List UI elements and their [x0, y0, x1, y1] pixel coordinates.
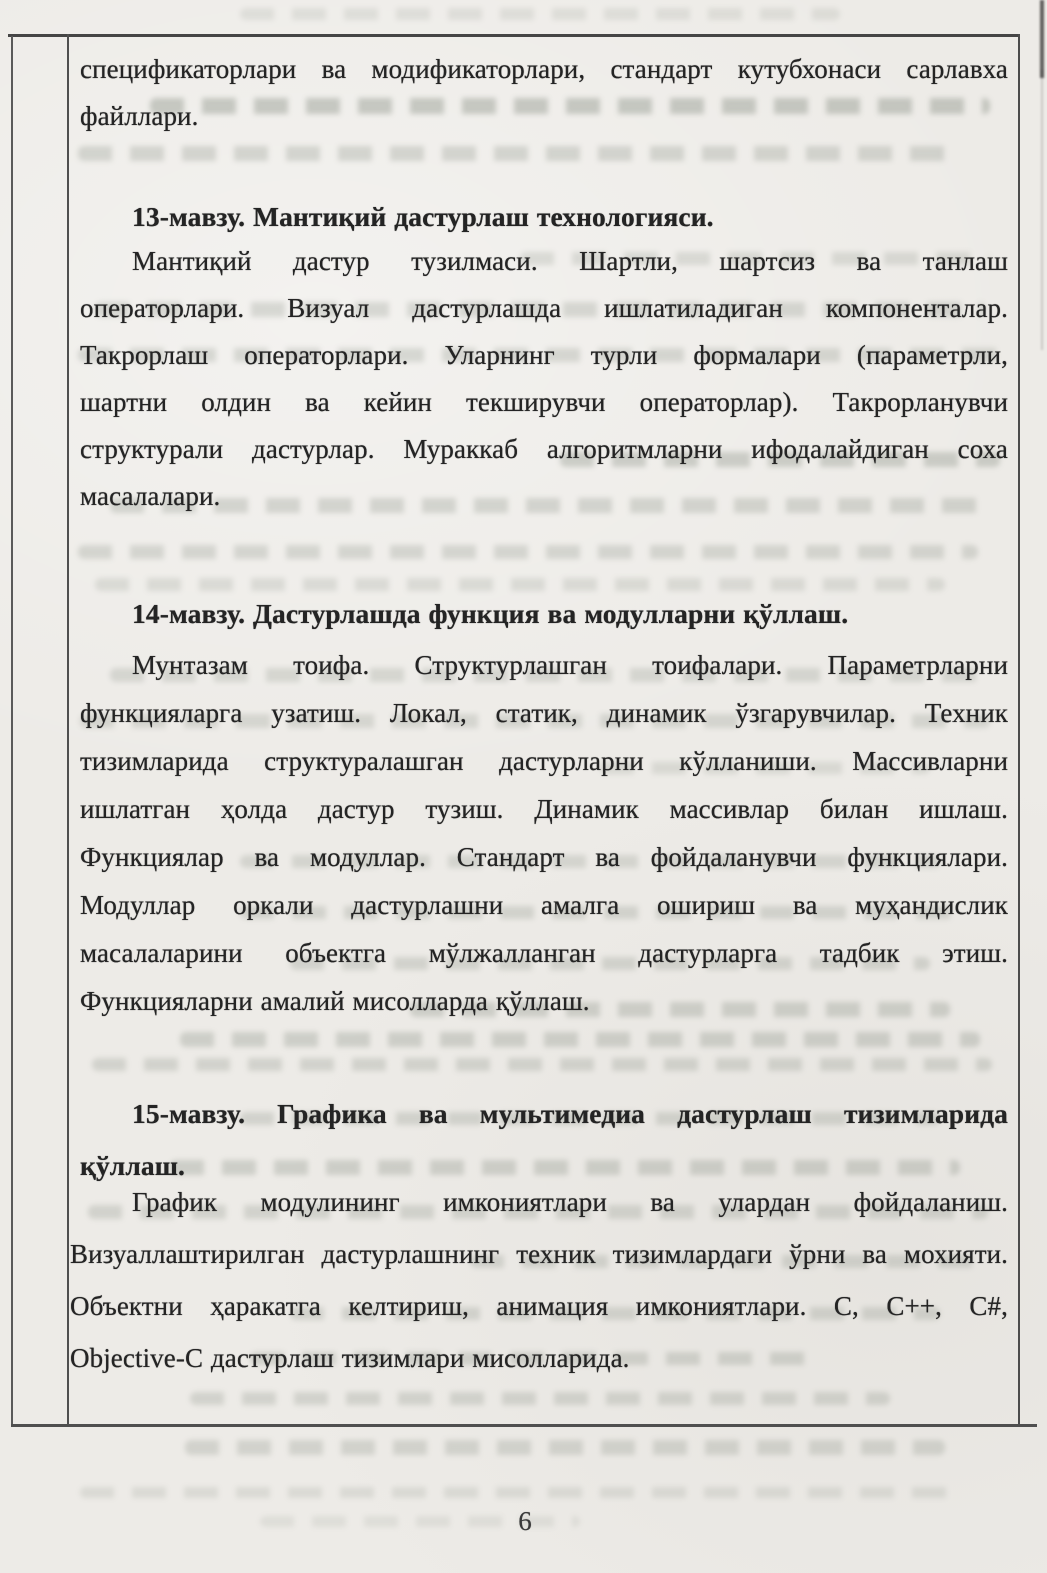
topic-13-heading: [80, 193, 1008, 240]
text-line: Функциялар ва модуллар. Стандарт ва фойдаланувчи функциялари.: [80, 842, 1008, 872]
scan-edge-artifact: [1040, 0, 1044, 78]
bleed-through-smudge: [185, 1440, 945, 1455]
continuation-paragraph: [80, 46, 1008, 140]
page-text-area: [70, 38, 1008, 1420]
text-line: масалалари.: [80, 481, 221, 511]
text-line: Мунтазам тоифа. Структурлашган тоифалари. Параметрларни: [132, 650, 1008, 680]
frame-border-outer-left: [11, 36, 13, 1426]
text-line: График модулининг имкониятлари ва улардан фойдаланиш.: [132, 1187, 1008, 1217]
text-line: Модуллар оркали дастурлашни амалга ошириш ва муҳандислик: [80, 890, 1008, 920]
text-line: 13-мавзу. Мантиқий дастурлаш технологияси.: [132, 201, 714, 232]
text-line: масалаларини объектга мўлжалланган дастурларга тадбик этиш.: [80, 938, 1008, 968]
text-line: Такрорлаш операторлари. Уларнинг турли формалари (параметрли,: [80, 340, 1008, 370]
text-line: тизимларида структуралашган дастурларни кўлланиши. Массивларни: [80, 746, 1008, 776]
text-line: функцияларга узатиш. Локал, статик, динамик ўзгарувчилар. Техник: [80, 698, 1008, 728]
bleed-through-smudge: [80, 1487, 960, 1498]
text-line: Визуаллаштирилган дастурлашнинг техник тизимлардаги ўрни ва мохияти.: [70, 1239, 1008, 1269]
text-line: спецификаторлари ва модификаторлари, стандарт кутубхонаси сарлавха: [80, 54, 1008, 84]
text-line: Функцияларни амалий мисолларда қўллаш.: [80, 986, 590, 1016]
topic-14-heading: [80, 590, 1008, 638]
text-line: файллари.: [80, 101, 199, 131]
text-line: ишлатган ҳолда дастур тузиш. Динамик массивлар билан ишлаш.: [80, 794, 1008, 824]
frame-border-right: [1018, 34, 1020, 1426]
text-line: Мантиқий дастур тузилмаси. Шартли, шартсиз ва танлаш: [132, 246, 1008, 276]
text-line: операторлари. Визуал дастурлашда ишлатиладиган компоненталар.: [80, 293, 1008, 323]
page-number: 6: [518, 1506, 532, 1536]
topic-13-paragraph: [80, 238, 1008, 520]
text-line: қўллаш.: [80, 1150, 185, 1181]
scan-edge-artifact-faint: [1041, 70, 1043, 350]
text-line: Объектни ҳаракатга келтириш, анимация имкониятлари. C, C++, C#,: [70, 1291, 1008, 1321]
topic-15-paragraph: [70, 1176, 1008, 1384]
text-line: шартни олдин ва кейин текширувчи операторлар). Такрорланувчи: [80, 387, 1008, 417]
frame-border-bottom: [11, 1424, 1037, 1427]
text-line: структурали дастурлар. Мураккаб алгоритмларни ифодалайдиган соха: [80, 434, 1008, 464]
text-line: 14-мавзу. Дастурлашда функция ва модулларни қўллаш.: [132, 598, 849, 629]
text-line: Objective-C дастурлаш тизимлари мисолларида.: [70, 1343, 630, 1373]
topic-14-paragraph: [80, 641, 1008, 1025]
bleed-through-smudge: [240, 8, 840, 20]
text-line: 15-мавзу. Графика ва мультимедиа дастурлаш тизимларида: [132, 1098, 1008, 1129]
frame-border-cell-left: [67, 34, 69, 1426]
frame-border-top: [8, 34, 1020, 37]
